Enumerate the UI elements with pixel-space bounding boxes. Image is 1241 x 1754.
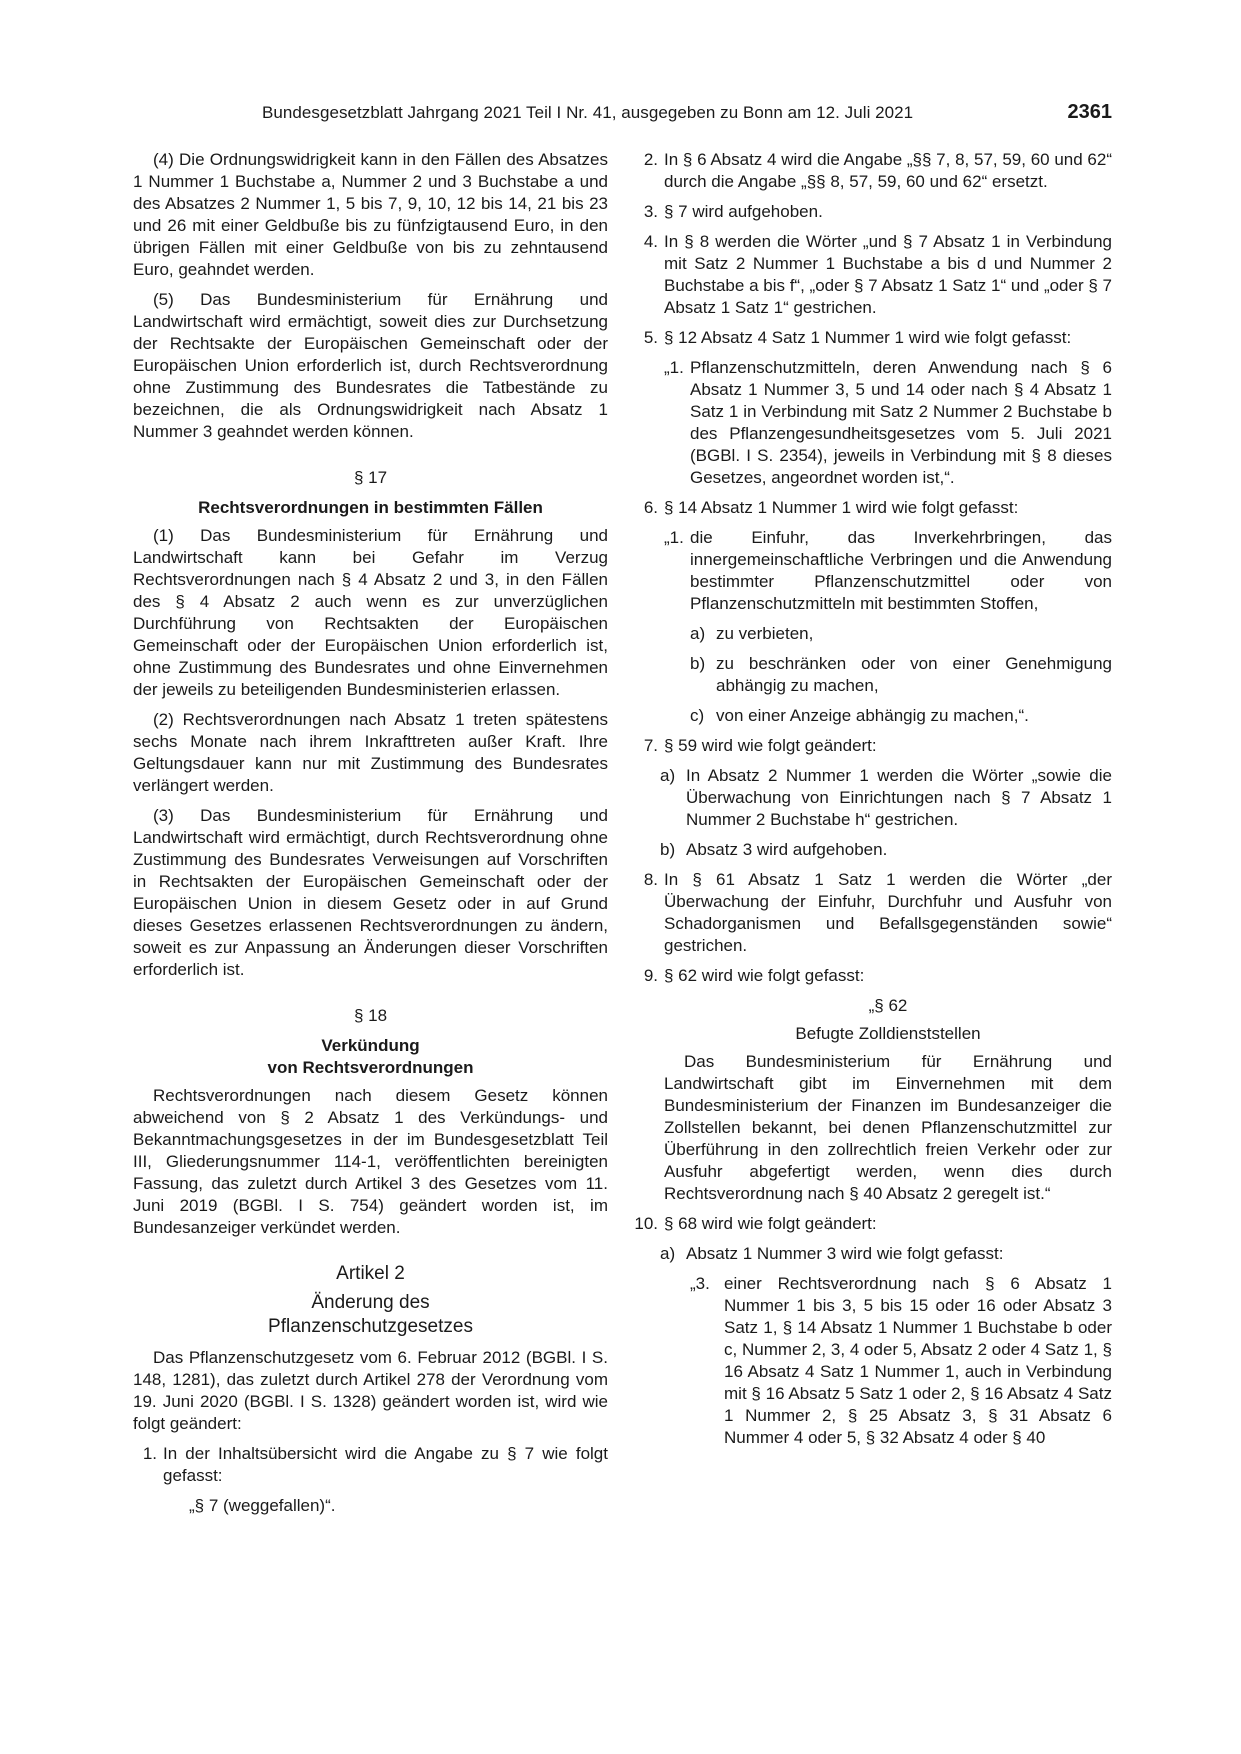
paragraph-16-4: (4) Die Ordnungswidrigkeit kann in den Fällen des Absatzes 1 Nummer 1 Buchstabe a, Nummer 2 und 3 Buchstabe a und des Absatzes 2 Nummer 1, 5 bis 7, 9, 10, 12 bis 14, 21 bis 23 und 26 mit einer Geldbuße bis zu fünfzigtausend Euro, in den übrigen Fällen mit einer Geldbuße von bis zu zehntausend Euro, geahndet werden.	[133, 150, 608, 279]
article-2-title: Artikel 2	[336, 1263, 405, 1284]
item-number: 6.	[643, 498, 658, 517]
header-title: Bundesgesetzblatt Jahrgang 2021 Teil I Nr. 41, ausgegeben zu Bonn am 12. Juli 2021	[262, 103, 914, 122]
item-9-section-title: Befugte Zolldienststellen	[795, 1024, 981, 1043]
quoted-number: „1.	[664, 358, 684, 377]
quoted-body: die Einfuhr, das Inverkehrbringen, das innergemeinschaftliche Verbringen und die Anwendung bestimmter Pflanzenschutzmittel oder von Pflanzenschutzmitteln mit bestimmten Stoffen,	[690, 528, 1112, 613]
item-text: § 14 Absatz 1 Nummer 1 wird wie folgt gefasst:	[664, 498, 1019, 517]
item-9-section-sign: „§ 62	[868, 996, 908, 1015]
list-item-8	[634, 869, 1112, 957]
article-2-subtitle-line-1: Änderung des	[311, 1292, 430, 1313]
sub-letter: a)	[690, 624, 706, 643]
item-7-sub-b	[634, 839, 1112, 861]
sub-text: Absatz 1 Nummer 3 wird wie folgt gefasst:	[686, 1244, 1004, 1263]
page-header	[262, 101, 1112, 131]
list-item-7	[634, 735, 1112, 757]
section-18-sign: § 18	[353, 1006, 388, 1025]
sub-letter: a)	[660, 766, 676, 785]
paragraph-17-1: (1) Das Bundesministerium für Ernährung und Landwirtschaft kann bei Gefahr im Verzug Rechtsverordnungen nach § 4 Absatz 2 und 3, in den Fällen des § 4 Absatz 2 auch wenn es zur unverzüglichen Durchführung von Rechtsakten der Europäischen Gemeinschaft oder der Europäischen Union erforderlich ist, ohne Zustimmung des Bundesrates und ohne Einvernehmen der jeweils zu beteiligenden Bundesministerien erlassen.	[133, 526, 608, 699]
item-6-sub-c	[634, 705, 1112, 727]
item-text: § 68 wird wie folgt geändert:	[664, 1214, 877, 1233]
item-10-quoted-text	[634, 1273, 1112, 1449]
page-number: 2361	[1067, 101, 1112, 123]
sub-text: von einer Anzeige abhängig zu machen,“.	[716, 706, 1029, 725]
quoted-body: Pflanzenschutzmitteln, deren Anwendung nach § 6 Absatz 1 Nummer 3, 5 und 14 oder nach § 4 Absatz 1 Satz 1 in Verbindung mit Satz 2 Nummer 2 Buchstabe b des Pflanzengesundheitsgesetzes vom 5. Juli 2021 (BGBl. I S. 2354), jeweils in Verbindung mit § 8 dieses Gesetzes, angeordnet worden ist,“.	[690, 358, 1112, 487]
item-6-sub-a	[634, 623, 1112, 645]
sub-letter: c)	[690, 706, 705, 725]
paragraph-17-2: (2) Rechtsverordnungen nach Absatz 1 treten spätestens sechs Monate nach ihrem Inkrafttreten außer Kraft. Ihre Geltungsdauer kann nur mit Zustimmung des Bundesrates verlängert werden.	[133, 710, 608, 795]
list-item-3	[634, 201, 1112, 223]
article-2-intro: Das Pflanzenschutzgesetz vom 6. Februar 2012 (BGBl. I S. 148, 1281), das zuletzt durch Artikel 278 der Verordnung vom 19. Juni 2020 (BGBl. I S. 1328) geändert worden ist, wird wie folgt geändert:	[133, 1348, 608, 1433]
item-number: 10.	[634, 1214, 658, 1233]
sub-letter: b)	[660, 840, 676, 859]
article-2-subtitle-line-2: Pflanzenschutzgesetzes	[268, 1316, 473, 1337]
item-number: 8.	[643, 870, 658, 889]
sub-letter: a)	[660, 1244, 676, 1263]
paragraph-18: Rechtsverordnungen nach diesem Gesetz können abweichend von § 2 Absatz 1 des Verkündungs- und Bekanntmachungsgesetzes in der im Bundesgesetzblatt Teil III, Gliederungsnummer 114-1, veröffentlichten bereinigten Fassung, das zuletzt durch Artikel 3 des Gesetzes vom 11. Juni 2019 (BGBl. I S. 754) geändert worden ist, im Bundesanzeiger verkündet werden.	[133, 1086, 608, 1237]
item-number: 2.	[643, 150, 658, 169]
right-column	[634, 149, 1112, 1457]
list-item-4	[634, 231, 1112, 319]
list-item-6	[634, 497, 1112, 519]
item-text: § 59 wird wie folgt geändert:	[664, 736, 877, 755]
item-9-section-text: Das Bundesministerium für Ernährung und Landwirtschaft gibt im Einvernehmen mit dem Bundesministerium der Finanzen im Bundesanzeiger die Zollstellen bekannt, bei denen Pflanzenschutzmittel zur Überführung in den zollrechtlich freien Verkehr oder zur Ausfuhr abgefertigt werden, wenn dies durch Rechtsverordnung nach § 40 Absatz 2 geregelt ist.“	[664, 1052, 1112, 1203]
section-18-title-line-1: Verkündung	[321, 1036, 420, 1055]
section-18-title-line-2: von Rechtsverordnungen	[267, 1058, 474, 1077]
list-item-9	[634, 965, 1112, 987]
paragraph-17-3: (3) Das Bundesministerium für Ernährung und Landwirtschaft wird ermächtigt, durch Rechtsverordnung ohne Zustimmung des Bundesrates Verweisungen auf Vorschriften in Rechtsakten der Europäischen Gemeinschaft oder der Europäischen Union in diesem Gesetz oder in auf Grund dieses Gesetzes erlassenen Rechtsverordnungen zu ändern, soweit es zur Anpassung an Änderungen dieser Vorschriften erforderlich ist.	[133, 806, 608, 979]
item-number: 1.	[142, 1444, 157, 1463]
item-number: 5.	[643, 328, 658, 347]
sub-letter: b)	[690, 654, 706, 673]
item-6-quoted-text	[634, 527, 1112, 615]
left-column	[133, 149, 608, 1525]
quoted-number: „1.	[664, 528, 684, 547]
item-text: § 62 wird wie folgt gefasst:	[664, 966, 865, 985]
sub-text: zu verbieten,	[716, 624, 814, 643]
item-number: 7.	[643, 736, 658, 755]
item-7-sub-a	[634, 765, 1112, 831]
item-1-quote: „§ 7 (weggefallen)“.	[189, 1496, 336, 1515]
sub-text: zu beschränken oder von einer Genehmigung abhängig zu machen,	[716, 654, 1112, 695]
quoted-number: „3.	[690, 1274, 710, 1293]
item-text: In § 6 Absatz 4 wird die Angabe „§§ 7, 8, 57, 59, 60 und 62“ durch die Angabe „§§ 8, 57, 59, 60 und 62“ ersetzt.	[664, 150, 1112, 191]
item-number: 9.	[643, 966, 658, 985]
item-number: 4.	[643, 232, 658, 251]
item-5-quoted-text	[634, 357, 1112, 489]
list-item-1	[133, 1443, 608, 1487]
paragraph-16-5: (5) Das Bundesministerium für Ernährung und Landwirtschaft wird ermächtigt, soweit dies zur Durchsetzung der Rechtsakte der Europäischen Gemeinschaft oder der Europäischen Union erforderlich ist, durch Rechtsverordnung ohne Zustimmung des Bundesrates die Tatbestände zu bezeichnen, die als Ordnungswidrigkeit nach Absatz 1 Nummer 3 geahndet werden können.	[133, 290, 608, 441]
list-item-5	[634, 327, 1112, 349]
item-text: § 12 Absatz 4 Satz 1 Nummer 1 wird wie folgt gefasst:	[664, 328, 1072, 347]
sub-text: In Absatz 2 Nummer 1 werden die Wörter „sowie die Überwachung von Einrichtungen nach § 7 Absatz 1 Nummer 2 Buchstabe h“ gestrichen.	[686, 766, 1112, 829]
sub-text: Absatz 3 wird aufgehoben.	[686, 840, 888, 859]
item-number: 3.	[643, 202, 658, 221]
quoted-body: einer Rechtsverordnung nach § 6 Absatz 1 Nummer 1 bis 3, 5 bis 15 oder 16 oder Absatz 3 Satz 1, § 14 Absatz 1 Nummer 1 Buchstabe b oder c, Nummer 2, 3, 4 oder 5, Absatz 2 oder 4 Satz 1, § 16 Absatz 4 Satz 1 Nummer 1, auch in Verbindung mit § 16 Absatz 5 Satz 1 oder 2, § 16 Absatz 4 Satz 1 Nummer 2, § 25 Absatz 3, § 31 Absatz 6 Nummer 4 oder 5, § 32 Absatz 4 oder § 40	[724, 1274, 1112, 1447]
list-item-10	[634, 1213, 1112, 1235]
item-text: § 7 wird aufgehoben.	[664, 202, 823, 221]
section-17-title: Rechtsverordnungen in bestimmten Fällen	[198, 498, 543, 517]
item-10-sub-a	[634, 1243, 1112, 1265]
list-item-2	[634, 149, 1112, 193]
item-text: In § 61 Absatz 1 Satz 1 werden die Wörter „der Überwachung der Einfuhr, Durchfuhr und Ausfuhr von Schadorganismen und Befallsgegenständen sowie“ gestrichen.	[664, 870, 1112, 955]
item-text: In der Inhaltsübersicht wird die Angabe zu § 7 wie folgt gefasst:	[163, 1444, 608, 1485]
section-17-sign: § 17	[353, 468, 388, 487]
item-text: In § 8 werden die Wörter „und § 7 Absatz 1 in Verbindung mit Satz 2 Nummer 1 Buchstabe a bis d und Nummer 2 Buchstabe a bis f“, „oder § 7 Absatz 1 Satz 1“ und „oder § 7 Absatz 1 Satz 1“ gestrichen.	[664, 232, 1112, 317]
item-6-sub-b	[634, 653, 1112, 697]
